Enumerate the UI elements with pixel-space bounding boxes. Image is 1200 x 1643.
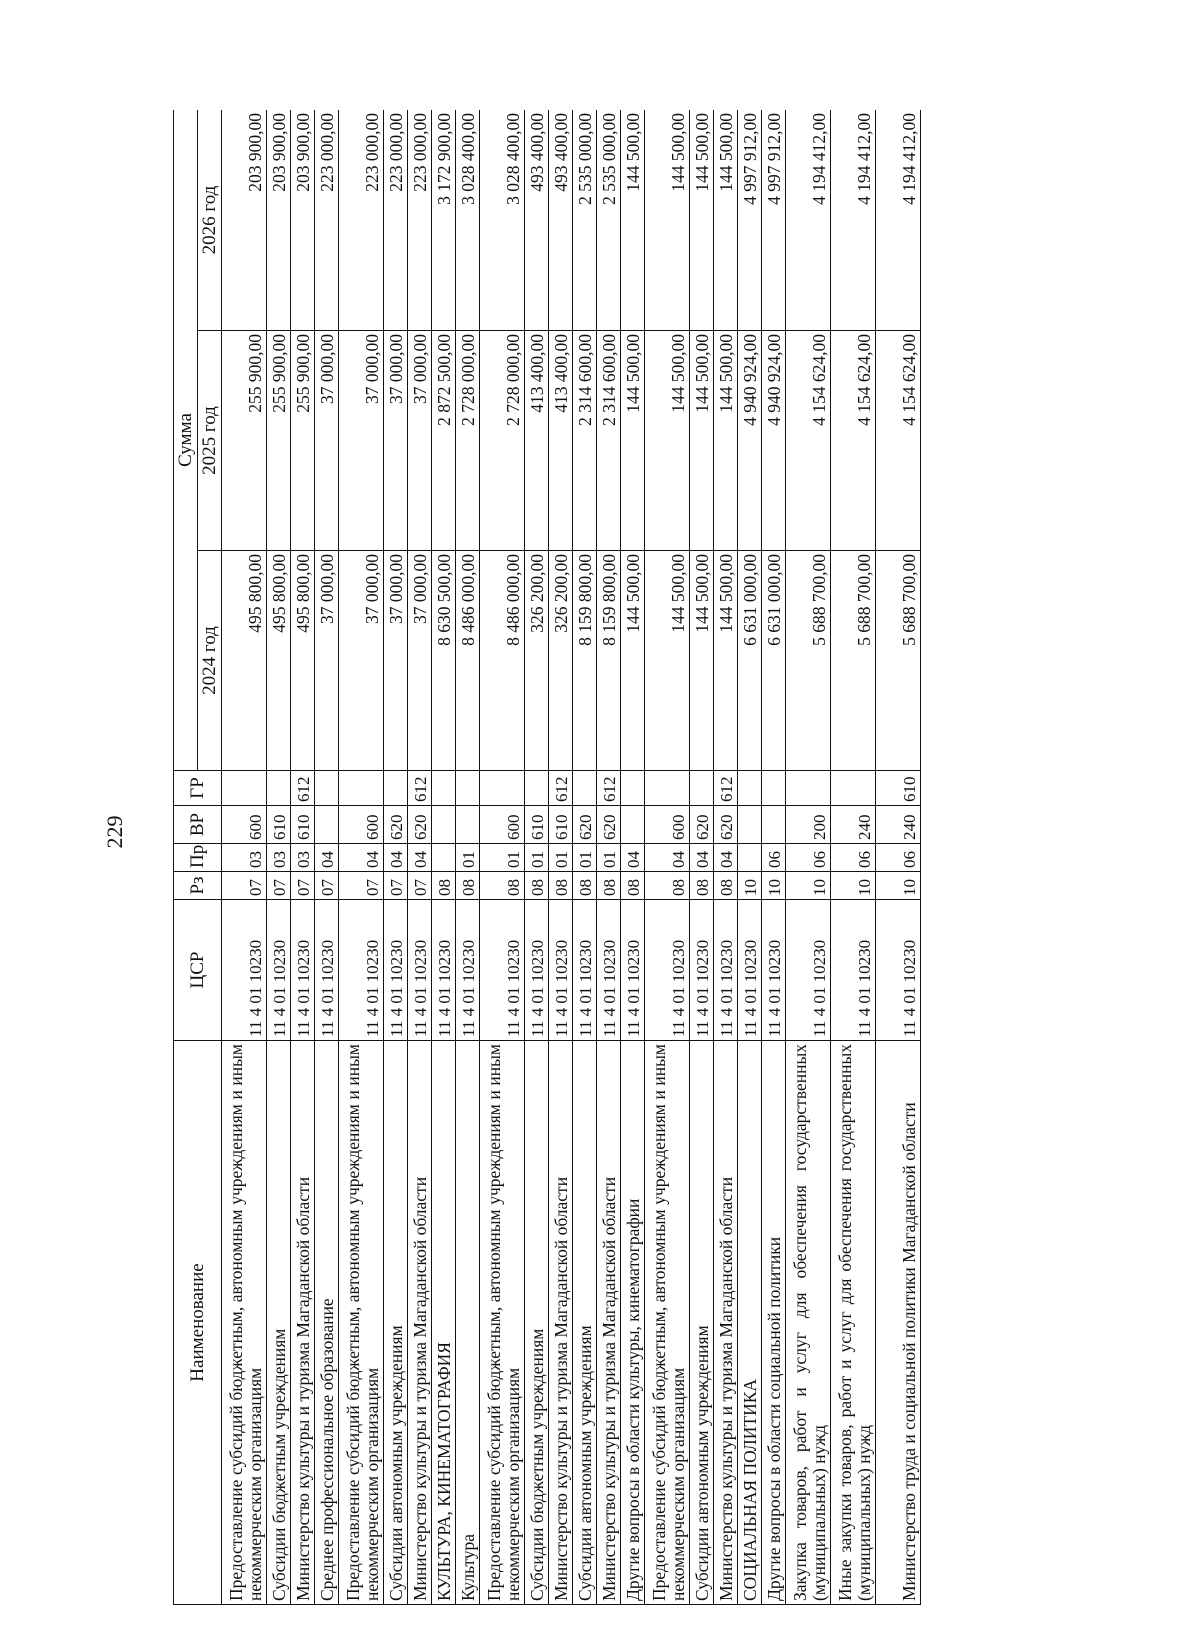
cell-csr: 11 4 01 10230: [549, 900, 573, 1041]
cell-amount-2024: 5 688 700,00: [876, 551, 921, 771]
table-body: [222, 110, 921, 1605]
cell-pr: 01: [480, 844, 525, 872]
cell-vr: [621, 806, 645, 844]
cell-rz: 08: [597, 872, 621, 900]
cell-vr: 610: [525, 806, 549, 844]
cell-amount-2026: 203 900,00: [222, 110, 267, 331]
cell-vr: 620: [384, 806, 408, 844]
cell-pr: 06: [876, 844, 921, 872]
cell-name: Субсидии автономным учреждениям: [690, 1041, 714, 1605]
cell-rz: 08: [621, 872, 645, 900]
header-year-2024: 2024 год: [198, 551, 222, 771]
cell-name: Министерство культуры и туризма Магаданской области: [597, 1041, 621, 1605]
cell-gr: 612: [408, 771, 432, 806]
table-row: [456, 110, 480, 1605]
cell-csr: 11 4 01 10230: [291, 900, 315, 1041]
table-row: [621, 110, 645, 1605]
cell-vr: 240: [876, 806, 921, 844]
cell-rz: 07: [384, 872, 408, 900]
cell-gr: [480, 771, 525, 806]
table-row: [291, 110, 315, 1605]
cell-csr: 11 4 01 10230: [315, 900, 339, 1041]
table-row: [525, 110, 549, 1605]
cell-amount-2024: 8 159 800,00: [573, 551, 597, 771]
cell-csr: 11 4 01 10230: [267, 900, 291, 1041]
cell-name: КУЛЬТУРА, КИНЕМАТОГРАФИЯ: [432, 1041, 456, 1605]
cell-amount-2024: 144 500,00: [621, 551, 645, 771]
cell-gr: [831, 771, 876, 806]
cell-gr: [222, 771, 267, 806]
cell-rz: 10: [831, 872, 876, 900]
cell-rz: 10: [762, 872, 786, 900]
cell-vr: 620: [714, 806, 738, 844]
cell-csr: 11 4 01 10230: [597, 900, 621, 1041]
cell-name: Предоставление субсидий бюджетным, автономным учреждениям и иным некоммерческим организациям: [645, 1041, 690, 1605]
cell-rz: 08: [480, 872, 525, 900]
cell-amount-2024: 326 200,00: [549, 551, 573, 771]
cell-name: Среднее профессиональное образование: [315, 1041, 339, 1605]
cell-amount-2025: 2 728 000,00: [456, 331, 480, 551]
header-name: Наименование: [174, 1041, 222, 1605]
cell-amount-2024: 495 800,00: [291, 551, 315, 771]
cell-amount-2024: 6 631 000,00: [762, 551, 786, 771]
cell-csr: 11 4 01 10230: [762, 900, 786, 1041]
cell-amount-2026: 223 000,00: [384, 110, 408, 331]
cell-amount-2024: 5 688 700,00: [831, 551, 876, 771]
table-row: [738, 110, 762, 1605]
cell-name: Министерство культуры и туризма Магаданской области: [714, 1041, 738, 1605]
table-row: [573, 110, 597, 1605]
cell-pr: 04: [339, 844, 384, 872]
budget-table-area: [173, 110, 1053, 1605]
cell-rz: 07: [339, 872, 384, 900]
header-rz: Рз: [174, 872, 222, 900]
cell-vr: [456, 806, 480, 844]
cell-amount-2026: 4 194 412,00: [786, 110, 831, 331]
cell-pr: 01: [456, 844, 480, 872]
cell-gr: 612: [597, 771, 621, 806]
cell-pr: 06: [831, 844, 876, 872]
cell-csr: 11 4 01 10230: [480, 900, 525, 1041]
cell-amount-2024: 8 159 800,00: [597, 551, 621, 771]
cell-name: Субсидии автономным учреждениям: [573, 1041, 597, 1605]
cell-vr: 610: [267, 806, 291, 844]
table-row: [876, 110, 921, 1605]
cell-vr: 600: [339, 806, 384, 844]
cell-rz: 10: [786, 872, 831, 900]
table-row: [549, 110, 573, 1605]
cell-pr: 01: [597, 844, 621, 872]
cell-gr: [645, 771, 690, 806]
table-row: [597, 110, 621, 1605]
cell-amount-2025: 144 500,00: [714, 331, 738, 551]
cell-amount-2024: 6 631 000,00: [738, 551, 762, 771]
cell-pr: 03: [267, 844, 291, 872]
cell-rz: 08: [456, 872, 480, 900]
cell-csr: 11 4 01 10230: [645, 900, 690, 1041]
cell-amount-2024: 37 000,00: [408, 551, 432, 771]
table-row: [690, 110, 714, 1605]
table-row: [762, 110, 786, 1605]
cell-vr: 620: [690, 806, 714, 844]
cell-csr: 11 4 01 10230: [786, 900, 831, 1041]
cell-gr: [339, 771, 384, 806]
cell-amount-2026: 4 194 412,00: [876, 110, 921, 331]
cell-name: Министерство культуры и туризма Магаданской области: [291, 1041, 315, 1605]
cell-amount-2024: 8 486 000,00: [456, 551, 480, 771]
table-row: [408, 110, 432, 1605]
cell-vr: 240: [831, 806, 876, 844]
cell-amount-2025: 4 154 624,00: [831, 331, 876, 551]
cell-gr: [573, 771, 597, 806]
cell-amount-2025: 413 400,00: [525, 331, 549, 551]
cell-pr: 01: [549, 844, 573, 872]
cell-gr: [456, 771, 480, 806]
cell-pr: 04: [714, 844, 738, 872]
cell-name: Другие вопросы в области культуры, кинематографии: [621, 1041, 645, 1605]
cell-amount-2025: 255 900,00: [291, 331, 315, 551]
header-pr: Пр: [174, 844, 222, 872]
cell-pr: 01: [525, 844, 549, 872]
cell-pr: [432, 844, 456, 872]
header-sum: Сумма: [174, 110, 198, 771]
cell-csr: 11 4 01 10230: [525, 900, 549, 1041]
cell-gr: [267, 771, 291, 806]
cell-vr: 600: [480, 806, 525, 844]
cell-gr: [786, 771, 831, 806]
cell-gr: [432, 771, 456, 806]
cell-amount-2025: 37 000,00: [384, 331, 408, 551]
cell-gr: 612: [549, 771, 573, 806]
cell-amount-2025: 144 500,00: [690, 331, 714, 551]
budget-table: [173, 110, 921, 1605]
cell-csr: 11 4 01 10230: [573, 900, 597, 1041]
cell-csr: 11 4 01 10230: [621, 900, 645, 1041]
cell-name: Министерство труда и социальной политики Магаданской области: [876, 1041, 921, 1605]
cell-amount-2026: 4 997 912,00: [738, 110, 762, 331]
cell-pr: 03: [222, 844, 267, 872]
cell-csr: 11 4 01 10230: [831, 900, 876, 1041]
cell-csr: 11 4 01 10230: [714, 900, 738, 1041]
cell-rz: 08: [432, 872, 456, 900]
cell-rz: 07: [267, 872, 291, 900]
cell-amount-2025: 37 000,00: [408, 331, 432, 551]
cell-vr: 200: [786, 806, 831, 844]
cell-csr: 11 4 01 10230: [339, 900, 384, 1041]
cell-rz: 07: [222, 872, 267, 900]
cell-amount-2024: 144 500,00: [690, 551, 714, 771]
cell-rz: 10: [738, 872, 762, 900]
cell-vr: [738, 806, 762, 844]
cell-csr: 11 4 01 10230: [408, 900, 432, 1041]
cell-gr: 612: [714, 771, 738, 806]
cell-amount-2026: 3 172 900,00: [432, 110, 456, 331]
table-row: [315, 110, 339, 1605]
cell-amount-2024: 5 688 700,00: [786, 551, 831, 771]
cell-csr: 11 4 01 10230: [456, 900, 480, 1041]
cell-pr: 04: [690, 844, 714, 872]
cell-amount-2024: 495 800,00: [222, 551, 267, 771]
cell-amount-2026: 493 400,00: [549, 110, 573, 331]
cell-gr: [384, 771, 408, 806]
cell-pr: 04: [645, 844, 690, 872]
header-vr: ВР: [174, 806, 222, 844]
cell-csr: 11 4 01 10230: [222, 900, 267, 1041]
table-row: [432, 110, 456, 1605]
cell-vr: 600: [645, 806, 690, 844]
cell-amount-2025: 2 728 000,00: [480, 331, 525, 551]
cell-vr: 610: [549, 806, 573, 844]
table-row: [480, 110, 525, 1605]
cell-name: Министерство культуры и туризма Магаданской области: [549, 1041, 573, 1605]
cell-rz: 08: [573, 872, 597, 900]
cell-name: Иные закупки товаров, работ и услуг для обеспечения государственных (муниципальных) нужд: [831, 1041, 876, 1605]
cell-gr: [762, 771, 786, 806]
table-row: [267, 110, 291, 1605]
cell-vr: 600: [222, 806, 267, 844]
cell-amount-2026: 223 000,00: [339, 110, 384, 331]
cell-amount-2025: 37 000,00: [339, 331, 384, 551]
cell-amount-2025: 255 900,00: [267, 331, 291, 551]
cell-name: Субсидии бюджетным учреждениям: [525, 1041, 549, 1605]
cell-amount-2025: 4 154 624,00: [876, 331, 921, 551]
cell-amount-2025: 255 900,00: [222, 331, 267, 551]
cell-pr: 04: [315, 844, 339, 872]
cell-name: Культура: [456, 1041, 480, 1605]
cell-pr: 04: [408, 844, 432, 872]
cell-amount-2024: 37 000,00: [339, 551, 384, 771]
cell-vr: 610: [291, 806, 315, 844]
table-row: [645, 110, 690, 1605]
cell-csr: 11 4 01 10230: [384, 900, 408, 1041]
cell-amount-2025: 4 940 924,00: [762, 331, 786, 551]
cell-amount-2026: 144 500,00: [621, 110, 645, 331]
cell-rz: 08: [525, 872, 549, 900]
table-row: [831, 110, 876, 1605]
cell-amount-2025: 4 154 624,00: [786, 331, 831, 551]
header-year-2026: 2026 год: [198, 110, 222, 331]
cell-amount-2025: 4 940 924,00: [738, 331, 762, 551]
cell-amount-2024: 37 000,00: [315, 551, 339, 771]
cell-vr: 620: [573, 806, 597, 844]
cell-amount-2026: 4 997 912,00: [762, 110, 786, 331]
cell-name: Другие вопросы в области социальной политики: [762, 1041, 786, 1605]
cell-gr: [690, 771, 714, 806]
cell-rz: 08: [549, 872, 573, 900]
page-number: 229: [102, 815, 127, 849]
cell-gr: [525, 771, 549, 806]
cell-amount-2026: 4 194 412,00: [831, 110, 876, 331]
cell-amount-2026: 203 900,00: [291, 110, 315, 331]
cell-csr: 11 4 01 10230: [738, 900, 762, 1041]
cell-pr: 06: [762, 844, 786, 872]
cell-rz: 07: [291, 872, 315, 900]
cell-csr: 11 4 01 10230: [432, 900, 456, 1041]
cell-gr: [621, 771, 645, 806]
cell-rz: 08: [645, 872, 690, 900]
cell-vr: 620: [597, 806, 621, 844]
cell-vr: 620: [408, 806, 432, 844]
table-row: [222, 110, 267, 1605]
cell-gr: 612: [291, 771, 315, 806]
cell-rz: 10: [876, 872, 921, 900]
cell-name: Министерство культуры и туризма Магаданской области: [408, 1041, 432, 1605]
cell-amount-2025: 2 314 600,00: [597, 331, 621, 551]
table-row: [339, 110, 384, 1605]
cell-amount-2025: 413 400,00: [549, 331, 573, 551]
cell-rz: 07: [408, 872, 432, 900]
header-gr: ГР: [174, 771, 222, 806]
cell-amount-2026: 144 500,00: [690, 110, 714, 331]
cell-amount-2025: 144 500,00: [621, 331, 645, 551]
cell-amount-2026: 223 000,00: [315, 110, 339, 331]
cell-vr: [762, 806, 786, 844]
cell-name: Закупка товаров, работ и услуг для обеспечения государственных (муниципальных) нужд: [786, 1041, 831, 1605]
cell-amount-2026: 2 535 000,00: [573, 110, 597, 331]
rotated-table-container: [173, 110, 1053, 1605]
cell-csr: 11 4 01 10230: [690, 900, 714, 1041]
cell-amount-2025: 2 872 500,00: [432, 331, 456, 551]
cell-amount-2024: 8 486 000,00: [480, 551, 525, 771]
cell-name: Предоставление субсидий бюджетным, автономным учреждениям и иным некоммерческим организациям: [339, 1041, 384, 1605]
cell-vr: [432, 806, 456, 844]
cell-vr: [315, 806, 339, 844]
cell-amount-2025: 2 314 600,00: [573, 331, 597, 551]
cell-pr: 04: [621, 844, 645, 872]
header-year-2025: 2025 год: [198, 331, 222, 551]
table-row: [714, 110, 738, 1605]
cell-name: СОЦИАЛЬНАЯ ПОЛИТИКА: [738, 1041, 762, 1605]
cell-pr: 01: [573, 844, 597, 872]
table-row: [384, 110, 408, 1605]
cell-amount-2024: 144 500,00: [645, 551, 690, 771]
cell-rz: 07: [315, 872, 339, 900]
cell-pr: 04: [384, 844, 408, 872]
cell-amount-2026: 493 400,00: [525, 110, 549, 331]
cell-pr: 03: [291, 844, 315, 872]
cell-amount-2024: 326 200,00: [525, 551, 549, 771]
cell-amount-2026: 3 028 400,00: [456, 110, 480, 331]
cell-amount-2024: 8 630 500,00: [432, 551, 456, 771]
cell-amount-2026: 144 500,00: [645, 110, 690, 331]
cell-amount-2025: 144 500,00: [645, 331, 690, 551]
cell-amount-2026: 3 028 400,00: [480, 110, 525, 331]
cell-gr: [738, 771, 762, 806]
cell-pr: 06: [786, 844, 831, 872]
cell-gr: [315, 771, 339, 806]
cell-csr: 11 4 01 10230: [876, 900, 921, 1041]
cell-amount-2026: 2 535 000,00: [597, 110, 621, 331]
cell-pr: [738, 844, 762, 872]
cell-rz: 08: [690, 872, 714, 900]
cell-amount-2024: 144 500,00: [714, 551, 738, 771]
cell-amount-2024: 495 800,00: [267, 551, 291, 771]
table-header: [174, 110, 222, 1605]
cell-amount-2026: 144 500,00: [714, 110, 738, 331]
cell-name: Субсидии бюджетным учреждениям: [267, 1041, 291, 1605]
cell-amount-2026: 203 900,00: [267, 110, 291, 331]
header-csr: ЦСР: [174, 900, 222, 1041]
cell-name: Предоставление субсидий бюджетным, автономным учреждениям и иным некоммерческим организациям: [222, 1041, 267, 1605]
table-row: [786, 110, 831, 1605]
cell-gr: 610: [876, 771, 921, 806]
cell-amount-2024: 37 000,00: [384, 551, 408, 771]
cell-rz: 08: [714, 872, 738, 900]
cell-amount-2025: 37 000,00: [315, 331, 339, 551]
cell-name: Субсидии автономным учреждениям: [384, 1041, 408, 1605]
cell-name: Предоставление субсидий бюджетным, автономным учреждениям и иным некоммерческим организациям: [480, 1041, 525, 1605]
cell-amount-2026: 223 000,00: [408, 110, 432, 331]
